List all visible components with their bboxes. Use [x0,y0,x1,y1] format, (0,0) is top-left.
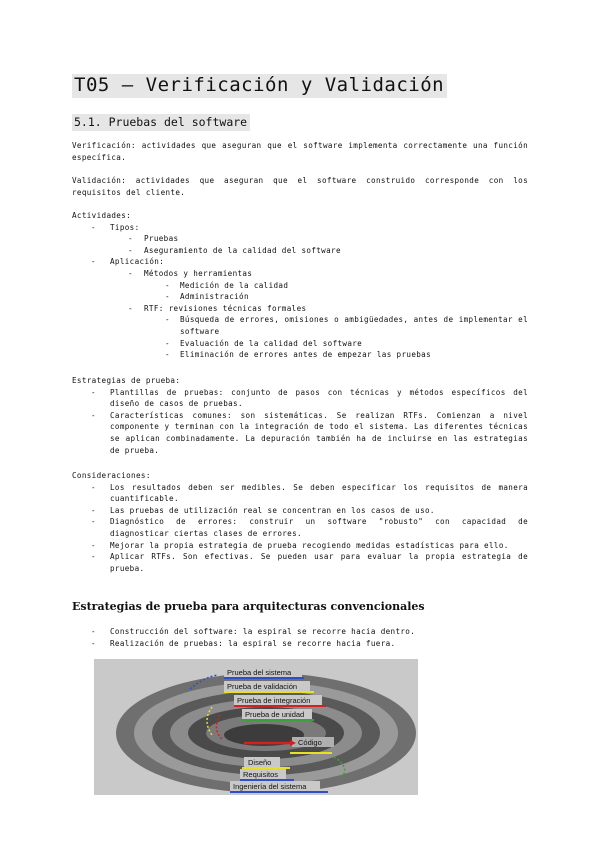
label-integracion: Prueba de integración [237,696,311,705]
verificacion-paragraph: Verificación: actividades que aseguran que el software implementa correctamente una función específica. [72,141,528,162]
list-item: - Aplicar RTFs. Son efectivas. Se pueden usar para evaluar la propia estrategia de prueba. [72,551,528,574]
conv-list [72,626,528,649]
label-sistema: Prueba del sistema [227,668,292,677]
list-item: - RTF: revisiones técnicas formales [72,303,528,315]
list-item: - Tipos: [72,222,528,234]
label-validacion: Prueba de validación [227,682,298,691]
list-item: - Métodos y herramientas [72,268,528,280]
subsection-heading: Estrategias de prueba para arquitecturas convencionales [72,600,425,613]
list-item: - Búsqueda de errores, omisiones o ambigüedades, antes de implementar el software [72,314,528,337]
list-item: - Administración [72,291,528,303]
list-item: - Realización de pruebas: la espiral se recorre hacia fuera. [72,638,528,650]
list-item: - Mejorar la propia estrategia de prueba recogiendo medidas estadísticas para ello. [72,540,528,552]
label-codigo: Código [298,738,322,747]
list-item: - Los resultados deben ser medibles. Se deben especificar los requisitos de manera cuantificable. [72,482,528,505]
spiral-diagram [94,659,418,795]
label-diseno: Diseño [248,758,272,767]
consideraciones-heading: Consideraciones: [72,471,151,480]
consideraciones-section [72,470,528,574]
list-item: - Aseguramiento de la calidad del software [72,245,528,257]
label-ingenieria: Ingeniería del sistema [233,782,307,791]
list-item: - Características comunes: son sistemáticas. Se realizan RTFs. Comienzan a nivel componente y terminan con la integración de todo el sistema. Las diferentes técnicas se aplican combinadamente. La depuración también ha de incluirse en las estrategias de prueba. [72,410,528,456]
list-item: - Diagnóstico de errores: construir un software "robusto" con capacidad de diagnosticar ciertas clases de errores. [72,516,528,539]
validacion-paragraph: Validación: actividades que aseguran que el software construido corresponde con los requisitos del cliente. [72,176,528,197]
list-item: - Las pruebas de utilización real se concentran en los casos de uso. [72,505,528,517]
estrategias-heading: Estrategias de prueba: [72,376,181,385]
section-heading: 5.1. Pruebas del software [72,114,250,131]
actividades-section [72,210,528,361]
list-item: - Eliminación de errores antes de empezar las pruebas [72,349,528,361]
list-item: - Plantillas de pruebas: conjunto de pasos con técnicas y métodos específicos del diseño de casos de pruebas. [72,387,528,410]
list-item: - Medición de la calidad [72,280,528,292]
label-unidad: Prueba de unidad [245,710,305,719]
estrategias-section [72,375,528,456]
list-item: - Construcción del software: la espiral se recorre hacia dentro. [72,626,528,638]
list-item: - Aplicación: [72,256,528,268]
spiral-figure [94,659,418,795]
list-item: - Pruebas [72,233,528,245]
actividades-heading: Actividades: [72,211,132,220]
label-requisitos: Requisitos [243,770,279,779]
page-title: T05 – Verificación y Validación [72,74,447,98]
list-item: - Evaluación de la calidad del software [72,338,528,350]
